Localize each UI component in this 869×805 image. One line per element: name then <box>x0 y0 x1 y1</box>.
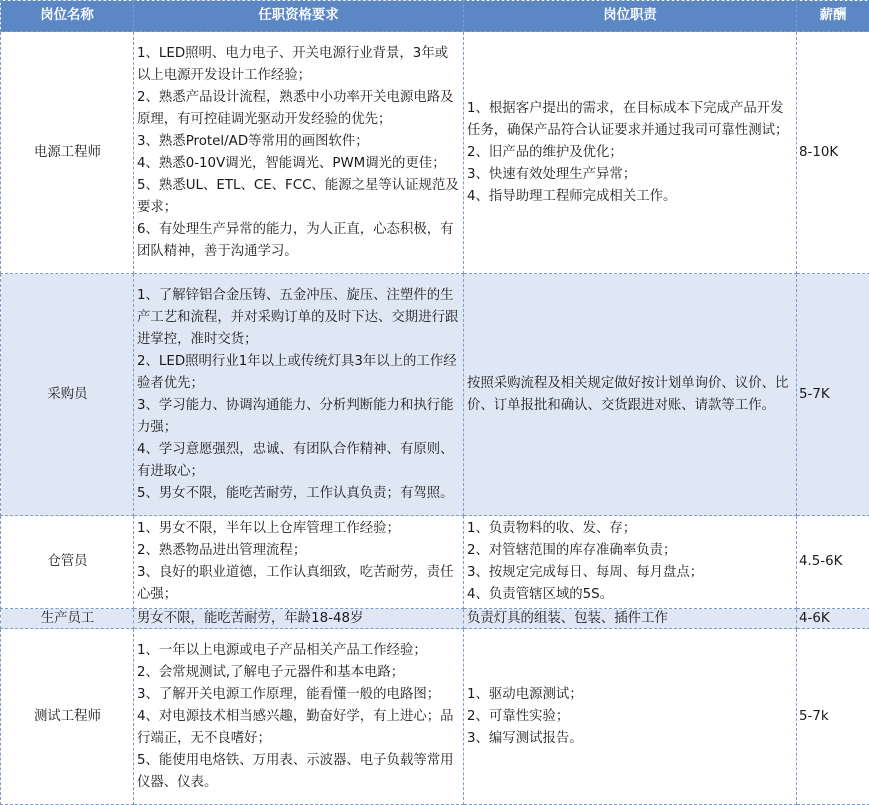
requirement-item: 2、熟悉产品设计流程，熟悉中小功率开关电源电路及原理，有可控硅调光驱动开发经验的优先； <box>137 89 454 127</box>
requirement-item: 5、男女不限，能吃苦耐劳，工作认真负责；有驾照。 <box>137 485 454 501</box>
job-name: 生产员工 <box>1 609 134 629</box>
job-name: 测试工程师 <box>1 629 134 805</box>
requirement-item: 3、良好的职业道德，工作认真细致，吃苦耐劳，责任心强； <box>137 565 454 602</box>
requirement-item: 2、会常规测试,了解电子元器件和基本电路； <box>137 664 405 680</box>
table-row <box>1 32 869 274</box>
job-name: 电源工程师 <box>1 32 134 274</box>
requirement-item: 5、能使用电烙铁、万用表、示波器、电子负载等常用仪器、仪表。 <box>137 752 454 790</box>
duty-item: 4、指导助理工程师完成相关工作。 <box>467 188 677 204</box>
duty-item: 1、负责物料的收、发、存； <box>467 521 637 536</box>
requirement-item: 3、熟悉Protel/AD等常用的画图软件； <box>137 133 369 149</box>
table-row <box>1 274 869 516</box>
requirement-item: 3、了解开关电源工作原理，能看懂一般的电路图； <box>137 686 441 702</box>
requirement-item: 男女不限，能吃苦耐劳，年龄18-48岁 <box>137 611 364 626</box>
job-name: 仓管员 <box>1 516 134 609</box>
requirement-item: 1、男女不限，半年以上仓库管理工作经验； <box>137 521 400 536</box>
header-name: 岗位名称 <box>1 1 134 32</box>
duty-item: 3、快速有效处理生产异常； <box>467 166 637 182</box>
job-salary: 4.5-6K <box>797 516 869 609</box>
table-row <box>1 629 869 805</box>
job-duties <box>464 516 797 609</box>
job-duties <box>464 609 797 629</box>
requirement-item: 4、对电源技术相当感兴趣，勤奋好学，有上进心；品行端正，无不良嗜好； <box>137 708 454 746</box>
requirement-item: 3、学习能力、协调沟通能力、分析判断能力和执行能力强； <box>137 397 454 435</box>
duty-item: 按照采购流程及相关规定做好按计划单询价、议价、比价、订单报批和确认、交货跟进对账、请款等工作。 <box>467 375 789 413</box>
requirement-item: 2、LED照明行业1年以上或传统灯具3年以上的工作经验者优先； <box>137 353 457 391</box>
duty-item: 2、对管辖范围的库存准确率负责； <box>467 543 677 558</box>
requirement-item: 1、LED照明、电力电子、开关电源行业背景，3年或以上电源开发设计工作经验； <box>137 45 449 83</box>
requirement-item: 6、有处理生产异常的能力，为人正直，心态积极，有团队精神，善于沟通学习。 <box>137 221 454 259</box>
job-requirements <box>134 609 464 629</box>
header-salary: 薪酬 <box>797 1 869 32</box>
requirement-item: 1、了解锌铝合金压铸、五金冲压、旋压、注塑件的生产工艺和流程，并对采购订单的及时下达、交期进行跟进掌控，准时交货； <box>137 287 459 347</box>
table-row <box>1 516 869 609</box>
requirement-item: 2、熟悉物品进出管理流程； <box>137 543 307 558</box>
job-requirements <box>134 32 464 274</box>
job-salary: 4-6K <box>797 609 869 629</box>
duty-item: 3、编写测试报告。 <box>467 730 583 746</box>
requirement-item: 5、熟悉UL、ETL、CE、FCC、能源之星等认证规范及要求； <box>137 177 459 215</box>
job-requirements <box>134 274 464 516</box>
job-duties <box>464 629 797 805</box>
header-requirements: 任职资格要求 <box>134 1 464 32</box>
job-requirements <box>134 629 464 805</box>
duty-item: 1、驱动电源测试； <box>467 686 583 702</box>
job-requirements <box>134 516 464 609</box>
duty-item: 3、按规定完成每日、每周、每月盘点； <box>467 565 704 580</box>
requirement-item: 4、熟悉0-10V调光，智能调光、PWM调光的更佳； <box>137 155 446 171</box>
job-salary: 5-7K <box>797 274 869 516</box>
duty-item: 负责灯具的组装、包装、插件工作 <box>467 611 668 626</box>
duty-item: 2、旧产品的维护及优化； <box>467 144 623 160</box>
requirement-item: 4、学习意愿强烈，忠诚、有团队合作精神、有原则、有进取心； <box>137 441 454 479</box>
job-name: 采购员 <box>1 274 134 516</box>
duty-item: 1、根据客户提出的需求，在目标成本下完成产品开发任务，确保产品符合认证要求并通过我司可靠性测试； <box>467 100 789 138</box>
header-row <box>1 1 869 32</box>
header-duties: 岗位职责 <box>464 1 797 32</box>
job-duties <box>464 32 797 274</box>
job-salary: 5-7k <box>797 629 869 805</box>
job-salary: 8-10K <box>797 32 869 274</box>
table-row <box>1 609 869 629</box>
job-duties <box>464 274 797 516</box>
requirement-item: 1、一年以上电源或电子产品相关产品工作经验； <box>137 642 427 658</box>
duty-item: 2、可靠性实验； <box>467 708 570 724</box>
duty-item: 4、负责管辖区域的5S。 <box>467 587 614 602</box>
